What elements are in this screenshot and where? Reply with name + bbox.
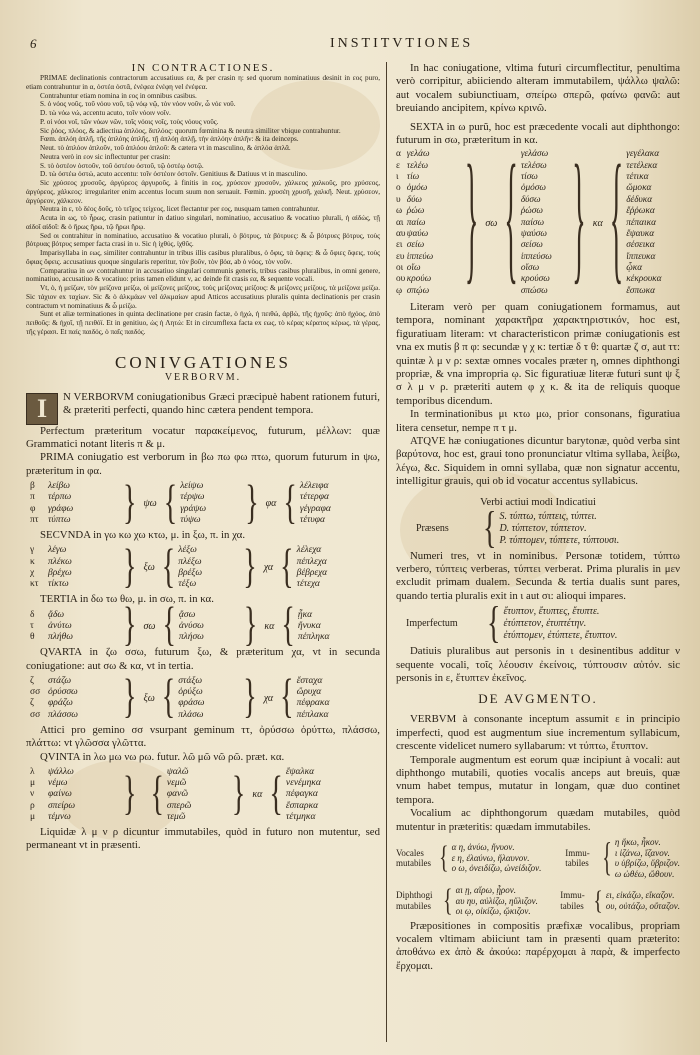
table-cell: οἴσω	[520, 262, 540, 273]
table-cell: γράψω	[180, 503, 207, 514]
table-cell: ῳ	[396, 285, 403, 296]
table-cell: ψαύσω	[520, 228, 547, 239]
paragraph: TERTIA in δω τω θω, μ. in σω, π. in κα.	[40, 593, 214, 606]
table-cell: ἱππεύω	[406, 251, 434, 262]
list-item: αυ ηυ, αὐλίζω, ηὔλιζον.	[455, 895, 538, 906]
table-cell: οι	[396, 262, 404, 273]
table-cell: βρέχω	[48, 567, 72, 578]
label-line: mutabiles	[396, 858, 431, 869]
group-label	[396, 848, 436, 869]
table-cell: σπερῶ	[166, 800, 192, 811]
brace-icon: }	[123, 540, 137, 594]
table-cell: τίσω	[520, 172, 538, 183]
table-cell: τύψω	[180, 514, 201, 525]
brace-icon: }	[572, 139, 586, 302]
table-cell: γράφω	[48, 503, 74, 514]
future-column	[179, 610, 241, 644]
perfect-column	[298, 610, 360, 644]
brace-icon: }	[123, 599, 137, 652]
table-cell: ἵππευκα	[626, 251, 656, 262]
conjugation-table-prima	[30, 476, 380, 530]
perfect-column	[297, 676, 359, 721]
table-cell: παίω	[406, 217, 426, 228]
table-cell: τέτυφα	[299, 514, 326, 525]
table-cell: ε	[396, 160, 400, 171]
label-line: Diphthogi	[396, 890, 433, 901]
table-cell: α	[396, 149, 401, 160]
conjugation-table-secunda	[30, 540, 380, 594]
paragraph: QVARTA in ζω σσω, futurum ξω, & præteritum χα, vt in secunda coniugatione: aut σω & κα, vt in tertia.	[26, 646, 380, 672]
table-cell: μ	[30, 778, 36, 789]
table-cell: αυ	[396, 228, 406, 239]
page-number: 6	[30, 36, 37, 51]
list-item: ω ὠθέω, ὤθουν.	[614, 868, 675, 879]
present-column	[48, 676, 120, 721]
table-cell: νεμῶ	[166, 778, 187, 789]
table-cell: τίκτω	[48, 578, 69, 589]
present-column	[407, 149, 462, 296]
label-line: Immu-	[565, 847, 590, 858]
drop-cap: I	[26, 393, 58, 425]
table-cell: ι	[396, 172, 399, 183]
table-cell: σσ	[30, 709, 41, 720]
table-cell: τέτερφα	[299, 492, 329, 503]
paradigm-forms	[503, 606, 617, 642]
paragraph: Neut. τὸ ἁπλόον ἁπλοῦν, τοῦ ἁπλόου ἁπλοῦ: & cætera vt in masculino, & ἁπλόα ἁπλᾶ.	[40, 144, 291, 152]
table-cell: δέδυκα	[626, 194, 653, 205]
label-line: Vocales	[396, 847, 424, 858]
paragraph: Præpositiones in compositis præfixæ vocalibus, propriam vocalem vltimam abiiciunt tam in præsenti quam præterito: ἀποθάνω ex ἀπὸ & ἀκούω: παρέρχομαι à παρὰ, & imperfecto ἔρχομαι.	[396, 919, 680, 972]
table-cell: αι	[396, 217, 404, 228]
table-cell: χ	[30, 567, 35, 578]
table-cell: πέπληκα	[297, 631, 330, 642]
group-label	[565, 848, 599, 869]
perfect-column	[626, 149, 680, 296]
list-item: α η, ἀνύω, ἤνυον.	[451, 842, 515, 853]
table-cell: ἔῤῥωκα	[626, 206, 655, 217]
table-cell: ου	[396, 274, 406, 285]
mutable-diphthongs	[396, 885, 538, 917]
list-item: οι ῳ, οἰκίζω, ᾤκιζον.	[455, 906, 531, 917]
paragraph: Comparatiua in ων contrahuntur in accusatiuo singulari communis generis, tribus casibus pluralibus, in omni genere, nominatiuo, accusatiuo & vocatiuo: prius tamen elidunt ν, ac deinde fit crasis εα, & sequente vocali.	[26, 266, 380, 284]
table-cell: ρ	[30, 800, 35, 811]
table-cell: ἔψαλκα	[285, 767, 315, 778]
table-cell: τεμῶ	[166, 811, 186, 822]
table-cell: τελέω	[406, 160, 429, 171]
table-cell: γέγραφα	[299, 503, 331, 514]
brace-icon: {	[280, 540, 294, 594]
table-cell: νενέμηκα	[285, 778, 321, 789]
label-line: mutabiles	[396, 900, 431, 911]
paragraph: Contrahuntur etiam nomina in εος in omnibus casibus.	[40, 91, 197, 100]
table-cell: πλέξω	[178, 556, 202, 567]
table-cell: βέβρεχα	[296, 567, 328, 578]
diphthong-tables	[396, 882, 680, 920]
table-cell: κ	[30, 556, 35, 567]
paragraph: Literam verò per quam coniugationem formamus, aut tempora, nominant χαρακτῆρα χαρακτηριστικόν, hoc est, figuratiuam literam: vt characteristicon primæ coniugationis est vna ex mutis β π φ: secundæ γ χ κ: tertiæ δ τ θ: quartæ ζ σ, aut ττ: quintæ λ μ ν ρ: sextæ omnes vocales præter η, omnes diphthongi propriæ, & vna impropria ῳ. Sic figuratiuæ literæ futuri sunt ψ ξ σ λ μ ν ρ. præteriti autem φ χ κ. & ita de reliquis quoque temporibus dicendum.	[396, 300, 680, 407]
brace-icon: {	[602, 836, 612, 881]
table-cell: σπείρω	[48, 800, 76, 811]
ending-label: σω	[485, 217, 498, 229]
paragraph: Sed οι contrahitur in nominatiuo, accusatiuo & vocatiuo plurali, ὁ βότρυς, τὰ βότρυες: & ὦ βότρυες βότρυς, τοὺς βότρυας βότρυς semper facta crasi in υ. Sic ἡ ἰχθύς, ἰχθῦς.	[26, 231, 380, 249]
paragraph: Sic χρύσεος χρυσοῦς, ἀργύρεος ἀργυροῦς, à finitis in εος, χρύσεον χρυσοῦν, χάλκεος χαλκοῦς, pro χρύσεος, ἀργύρεος, χάλκεος: irregulariter enim accentus locum suum non seruauit. Fœmin. χρυσέη χρυσῆ, χαλκῆ. Neut. χρύσεον, ἀργύρεον, χάλκεον.	[26, 179, 380, 205]
brace-icon: {	[283, 476, 297, 530]
table-cell: τέρπω	[48, 492, 72, 503]
paragraph: Datiuis pluralibus aut personis in ι desinentibus additur ν sequente vocali, τοῖς λέουσιν ἐκείνοις, τύπτουσιν αὐτόν. sic personis in ε, ἔτυπτεν ἐκεῖνος.	[396, 645, 680, 685]
conjugation-table-quarta	[30, 671, 380, 724]
paragraph: Perfectum præteritum vocatur παρακείμενος, futurum, μέλλων: quæ Grammatici notant literis π & μ.	[26, 424, 380, 450]
table-cell: πλάσω	[178, 709, 204, 720]
group-items	[606, 890, 680, 911]
table-cell: στάζω	[48, 675, 72, 686]
ending-label: φα	[265, 497, 277, 509]
table-cell: ἔσταχα	[296, 675, 323, 686]
table-cell: ἱππεύσω	[520, 251, 552, 262]
paragraph: VERBVM à consonante inceptum assumit ε in principio imperfecti, quod est augmentum siue incrementum syllabicum, crescente videlicet numero syllabarum: vt τύπτω, ἔτυπτον.	[396, 713, 680, 753]
list-item: P. τύπτομεν, τύπτετε, τύπτουσι.	[499, 534, 620, 546]
table-cell: σπώσω	[520, 285, 548, 296]
future-column	[521, 149, 569, 296]
brace-icon: }	[243, 540, 257, 594]
table-cell: πτ	[30, 514, 39, 525]
list-item: S. τύπτω, τύπτεις, τύπτει.	[499, 510, 597, 522]
present-column	[48, 481, 120, 526]
table-cell: ευ	[396, 251, 405, 262]
table-cell: ζ	[30, 675, 34, 686]
table-cell: λ	[30, 767, 35, 778]
perfect-column	[286, 767, 348, 823]
paradigm-forms	[499, 511, 619, 547]
ending-label: χα	[263, 562, 274, 574]
table-cell: κρούσω	[520, 274, 550, 285]
brace-icon: }	[231, 767, 246, 821]
list-item: ε η, ἐλαύνω, ἤλαυνον.	[451, 852, 530, 863]
brace-icon: {	[487, 598, 501, 649]
group-label	[396, 890, 440, 911]
table-cell: ᾖκα	[297, 609, 313, 620]
ending-label: κα	[264, 620, 275, 632]
ending-label: ξω	[143, 562, 155, 574]
table-cell: τέτικα	[626, 172, 649, 183]
table-cell: νέμω	[48, 778, 68, 789]
brace-icon: {	[269, 767, 283, 821]
brace-icon: }	[245, 476, 259, 530]
paragraph: In terminationibus μι κτω μω, prior consonans, figuratiua litera censetur, nempe π τ μ.	[396, 408, 680, 434]
table-cell: ὤρυχα	[296, 687, 322, 698]
table-cell: φράζω	[48, 698, 73, 709]
table-cell: πέπλακα	[296, 709, 329, 720]
letter-column	[396, 149, 407, 296]
table-cell: ζ	[30, 698, 34, 709]
brace-icon: {	[162, 599, 176, 652]
ending-label: σω	[143, 620, 156, 632]
table-cell: ἔσπωκα	[626, 285, 656, 296]
table-cell: τέξω	[178, 578, 197, 589]
paragraph: In hac coniugatione, vltima futuri circumflectitur, penultima verò corripitur, abiiciendo alteram immutabilem, ψάλλω ψαλῶ: aut vocalem subiunctiuam, σπείρω σπερῶ, φαίνω φανῶ: aut breuiando ancipitem, κρίνω κρινῶ.	[396, 62, 680, 115]
table-cell: ν	[30, 789, 35, 800]
contraction-text	[26, 74, 380, 337]
immutable-diphthongs	[560, 885, 680, 917]
table-cell: π	[30, 492, 35, 503]
table-cell: σέσεικα	[626, 240, 655, 251]
brace-icon: {	[280, 671, 294, 724]
table-cell: ει	[396, 240, 403, 251]
paragraph: Sunt et aliæ terminationes in quinta declinatione per crasin factæ, ὁ ἠχώ, ἡ πειθώ, ἀρβώ, τῆς ἠχοῦς: ἀπὸ ἠχόος, ἀπὸ πειθοῦς: & ἠχοῖ, τῇ πειθόϊ. Et in genitiuo, ὡς ἡ Λητώ: Et in circumflexa facta ex εως, τὸ κέρας κέρατος κέρως, τὰ γέρας, τῆς γέρασι. Et παίς παιδός, ὁ παῖς παιδός.	[26, 310, 380, 336]
list-item: ου, οὐτάζω, οὔταζον.	[605, 900, 680, 911]
paragraph: SEXTA in ω purũ, hoc est præcedente vocali aut diphthongo: futurum in σω, præteritum in κα.	[396, 120, 680, 147]
list-item: ι ἰζάνω, ἴζανον.	[614, 847, 670, 858]
left-column	[26, 62, 380, 1047]
chapter-subheading: VERBORVM.	[164, 371, 242, 383]
paragraph: Attici pro gemino σσ vsurpant geminum ττ, ὀρύσσω ὀρύττω, πλάσσω, πλάττω: vt γλῶσσα γλῶττα.	[26, 723, 380, 750]
paragraph: D. τὼ ὀστέω ὀστώ, acuto accentu: τοῖν ὀστέοιν ὀστοῖν. Genitiuus & Datiuus vt in masculino.	[40, 170, 308, 179]
table-cell: ἤνυκα	[297, 620, 321, 631]
table-cell: τέμνω	[48, 811, 71, 822]
section-title: IN CONTRACTIONES.	[131, 62, 275, 74]
brace-icon: {	[443, 883, 453, 919]
list-item: αι ῃ, αἴρω, ᾖρον.	[455, 885, 516, 896]
table-cell: ἔσπαρκα	[285, 800, 319, 811]
paragraph: P. οἱ νόοι νοῖ, τῶν νόων νῶν, τοῖς νόοις νοῖς, τοὺς νόους νοῦς.	[40, 117, 219, 126]
group-items	[456, 885, 538, 917]
table-cell: οἴω	[406, 262, 421, 273]
paragraph: S. ὁ νόος νοῦς, τοῦ νόου νοῦ, τῷ νόῳ νῷ, τὸν νόον νοῦν, ὦ νόε νοῦ.	[40, 100, 236, 109]
table-cell: τελέσω	[520, 160, 547, 171]
brace-icon: {	[281, 599, 295, 652]
conjugation-table-sexta	[396, 139, 680, 302]
paragraph: Temporale augmentum est eorum quæ incipiunt à vocali: aut diphthongo mutabili, quoties vocalis anceps aut breuis, quæ vnum habet tempus, mutatur in longam, quæ duo continet tempora.	[396, 753, 680, 806]
table-cell: ψαύω	[406, 228, 429, 239]
brace-icon: {	[161, 540, 176, 594]
imperfect-paradigm	[406, 598, 680, 649]
table-cell: ᾦκα	[626, 262, 643, 273]
table-cell: κέκρουκα	[626, 274, 662, 285]
table-cell: τ	[30, 620, 34, 631]
table-cell: τέτεχα	[296, 578, 320, 589]
paragraph: S. τὸ ὀστέον ὀστοῦν, τοῦ ὀστέου ὀστοῦ, τῷ ὀστέῳ ὀστῷ.	[40, 161, 204, 170]
table-cell: ῥώω	[406, 206, 425, 217]
paragraph: Liquidæ λ μ ν ρ dicuntur immutabiles, quòd in futuro non mutentur, sed permaneant vt in præsenti.	[26, 826, 380, 852]
table-cell: λέξω	[178, 545, 197, 556]
table-cell: ἔψαυκα	[626, 228, 655, 239]
table-cell: θ	[30, 631, 35, 642]
group-label	[560, 890, 590, 911]
table-cell: ω	[396, 206, 403, 217]
ending-label: κα	[252, 789, 263, 801]
letter-column	[30, 676, 48, 721]
brace-icon: {	[150, 767, 164, 821]
table-cell: σπῴω	[406, 285, 430, 296]
conjugation-table-quinta	[30, 767, 380, 823]
table-cell: ἀνύσω	[178, 620, 204, 631]
table-cell: βρέξω	[178, 567, 203, 578]
section-title: DE AVGMENTO.	[478, 691, 598, 707]
label-line: tabiles	[565, 858, 589, 869]
table-cell: πέφαγκα	[285, 789, 318, 800]
brace-icon: {	[609, 139, 624, 302]
table-cell: δύω	[406, 194, 422, 205]
paragraph: PRIMAE declinationis contractorum accusatiuus εα, & per crasin η: sed quorum nominatiuus desinit in εος puro, etiam contrahuntur in α, ὀστέα ὀστᾶ, ἐνέφεα ἐνέφη vel ἐνέφεα.	[26, 74, 380, 91]
paragraph: Imparisyllaba in εως, similiter contrahuntur in tribus illis casibus pluralibus, ὁ ὄφις, τὰ ὄφεις: & ὦ ὄφιες ὄφεις, τοὺς ὄφιας ὄφεις. accusatiuus quoque singularis reperitur, τὸν βοῦν, τὸν βόα, ab ὁ νόος, τὸν νοῦν.	[26, 249, 380, 266]
immutable-vowels	[565, 837, 680, 879]
table-cell: ῥώσω	[520, 206, 543, 217]
table-cell: πλάσσω	[48, 709, 78, 720]
list-item: η ἤκω, ἧκον.	[614, 837, 661, 848]
present-column	[48, 545, 120, 590]
paragraph: Vocalium ac diphthongorum quædam mutabiles, quòd mutentur in præteritis: quædam immutabiles.	[396, 807, 680, 833]
table-cell: γεγέλακα	[626, 149, 660, 160]
ending-label: ξω	[143, 692, 155, 704]
list-item: D. τύπτετον, τύπτετον.	[499, 522, 587, 534]
table-cell: πλέκω	[48, 556, 72, 567]
paragraph: PRIMA coniugatio est verborum in βω πω φω πτω, quorum futurum in ψω, præteritum in φα.	[26, 451, 380, 477]
letter-column	[30, 481, 48, 526]
running-title: INSTITVTIONES	[330, 36, 474, 51]
table-cell: ο	[396, 183, 401, 194]
mutable-vowels	[396, 837, 541, 879]
list-item: ο ω, ὀνειδίζω, ὠνείδιζον.	[451, 863, 542, 874]
brace-icon: }	[123, 767, 137, 821]
label-line: Immu-	[560, 890, 585, 901]
table-cell: λείψω	[180, 481, 204, 492]
tense-label: Imperfectum	[406, 618, 458, 630]
paragraph: Neutra in ε, τὸ δέος δοῦς, τὸ τεῖχος τείχεος, licet flectantur per εος, nusquam tamen contrahuntur.	[40, 205, 320, 214]
table-cell: φαίνω	[48, 789, 72, 800]
letter-column	[30, 767, 48, 823]
paragraph: Acuta in ως, τὸ ἧρως, crasin patiuntur in datiuo singulari, nominatiuo, accusatiuo & vocatiuo plurali, ἡ αἰδώς, τῇ αἰδοῖ αἰδοῖ: & ὁ ἥρως ἥρω, τῷ ἥρωι ἥρῳ.	[26, 214, 380, 231]
table-cell: στάξω	[178, 675, 203, 686]
ending-label: κα	[592, 217, 603, 229]
intro-block	[26, 390, 380, 423]
list-item: ει, εἰκάζω, εἴκαζον.	[605, 890, 675, 901]
table-cell: πλήσω	[178, 631, 204, 642]
chapter-heading: CONIVGATIONES	[115, 352, 291, 372]
intro-paragraph: N VERBORVM coniugationibus Græci præcipuè habent rationem futuri, & præteriti perfecti, quando hinc cætera pendent tempora.	[63, 390, 380, 416]
brace-icon: }	[464, 139, 479, 302]
brace-icon: {	[593, 886, 603, 916]
table-cell: ὀρύσσω	[48, 687, 78, 698]
table-cell: δύσω	[520, 194, 541, 205]
table-cell: ψάλλω	[48, 767, 74, 778]
paragraph: QVINTA in λω μω νω ρω. futur. λῶ μῶ νῶ ρῶ. præt. κα.	[40, 750, 285, 763]
paragraph: SECVNDA in γω κω χω κτω, μ. in ξω, π. in χα.	[40, 528, 246, 541]
brace-icon: }	[243, 599, 258, 652]
list-item: ἐτύπτετον, ἐτυπτέτην.	[503, 618, 587, 630]
table-cell: ψαλῶ	[166, 767, 189, 778]
ending-label: ψω	[143, 497, 157, 509]
perfect-column	[300, 481, 362, 526]
paragraph: Fœm. ἁπλόη ἁπλῆ, τῆς ἁπλόης ἁπλῆς, τῇ ἁπλόῃ ἁπλῇ, τὴν ἁπλόην ἁπλῆν: & ita deinceps.	[40, 135, 299, 144]
paragraph: Neutra verò in εον sic inflectuntur per crasin:	[40, 152, 171, 161]
table-cell: ὀμόσω	[520, 183, 546, 194]
brace-icon: }	[123, 476, 137, 530]
paragraph: Numeri tres, vt in nominibus. Personæ totidem, τύπτω verbero, τύπτεις verberas, τύπτει verberat. Prima pluralis in μεν excludit primam dualem. Secunda & tertia dualis sunt pares, quando tertia pluralis exit in ι aut σι: alioqui impares.	[396, 549, 680, 602]
list-item: ἐτύπτομεν, ἐτύπτετε, ἔτυπτον.	[503, 630, 618, 642]
table-cell: ὤμοκα	[626, 183, 652, 194]
right-column	[396, 62, 680, 1047]
table-cell: δ	[30, 609, 35, 620]
vowel-tables	[396, 834, 680, 882]
future-column	[178, 545, 240, 590]
table-cell: φράσω	[178, 698, 205, 709]
table-cell: κτ	[30, 578, 39, 589]
table-cell: τέτμηκα	[285, 811, 316, 822]
paragraph: D. τὼ νόω νώ, accentu acuto, τοῖν νόοιν νοῖν.	[40, 109, 171, 117]
table-cell: ὀμόω	[406, 183, 428, 194]
label-line: tabiles	[560, 900, 584, 911]
future-column	[178, 676, 240, 721]
letter-column	[30, 610, 48, 644]
table-cell: σείω	[406, 240, 425, 251]
letter-column	[30, 545, 48, 590]
table-cell: πέπαικα	[626, 217, 656, 228]
table-cell: τίω	[406, 172, 420, 183]
table-cell: ὀρύξω	[178, 687, 203, 698]
brace-icon: {	[483, 502, 497, 553]
table-cell: γελάσω	[520, 149, 549, 160]
table-cell: μ	[30, 811, 36, 822]
group-items	[452, 842, 542, 874]
table-cell: σσ	[30, 687, 41, 698]
future-column	[180, 481, 242, 526]
perfect-column	[297, 545, 359, 590]
table-cell: φ	[30, 503, 36, 514]
table-cell: β	[30, 481, 35, 492]
table-cell: λέλειφα	[299, 481, 329, 492]
present-column	[48, 767, 120, 823]
table-cell: κρούω	[406, 274, 432, 285]
table-cell: τέρψω	[180, 492, 205, 503]
brace-icon: {	[504, 139, 518, 302]
paragraph: ATQVE hæ coniugationes dicuntur barytonæ, quòd verba sint βαρύτονα, hoc est, graui tono pronunciatur vltima syllaba, λείβω, λέγω, &c. Siquidem in omni syllaba, quæ non signatur accentu, intelligitur grauis, qui ob id vocatur accentus syllabicus.	[396, 434, 680, 488]
paragraph: Vt, ὁ, ἡ μείζων, τὸν μείζονα μείζω, οἱ μείζονες μείζους, τοὺς μείζονας μείζους: & μείζονες μείζους, τὰ μείζονα μείζω. Sic τάχιον ex ταχίων. Sic & ὁ ἀλκμάων vel ἀλκμαίων apud Atticos accusatiuus pluralis quinta declinationis per crasin contractum vt nominatiuus & ὦ μείζω.	[26, 284, 380, 310]
table-cell: πέφρακα	[296, 698, 330, 709]
table-cell: φανῶ	[166, 789, 189, 800]
table-cell: πλήθω	[48, 631, 73, 642]
table-cell: ᾄδω	[48, 609, 65, 620]
future-column	[167, 767, 229, 823]
table-cell: τετέλεκα	[626, 160, 658, 171]
group-items	[615, 837, 680, 879]
paragraph: Sic ῥόος, πλόος, & adiectiua ἁπλόος, διπλόος: quorum fœminina & neutra similiter vbique contrahuntur.	[40, 126, 341, 135]
column-rule	[386, 62, 387, 1042]
table-cell: λέγω	[48, 545, 67, 556]
table-cell: σείσω	[520, 240, 543, 251]
table-cell: γελάω	[406, 149, 430, 160]
table-cell: ᾄσω	[178, 609, 196, 620]
list-item: υ ὑβρίζω, ὕβριζον.	[614, 858, 680, 869]
tense-label: Præsens	[416, 522, 449, 534]
table-cell: παίσω	[520, 217, 545, 228]
table-cell: πέπλεχα	[296, 556, 327, 567]
table-cell: λέλεχα	[296, 545, 322, 556]
brace-icon: }	[243, 671, 257, 724]
table-cell: γ	[30, 545, 35, 556]
list-item: ἔτυπτον, ἔτυπτες, ἔτυπτε.	[503, 606, 600, 618]
brace-icon: {	[161, 671, 176, 724]
ending-label: χα	[263, 692, 274, 704]
table-cell: ἀνύτω	[48, 620, 72, 631]
brace-icon: }	[123, 671, 137, 724]
table-heading: Verbi actiui modi Indicatiui	[480, 496, 596, 508]
table-cell: υ	[396, 194, 401, 205]
table-cell: λείβω	[48, 481, 70, 492]
table-cell: τύπτω	[48, 514, 71, 525]
brace-icon: {	[163, 476, 178, 530]
present-column	[48, 610, 120, 644]
brace-icon: {	[439, 840, 449, 876]
